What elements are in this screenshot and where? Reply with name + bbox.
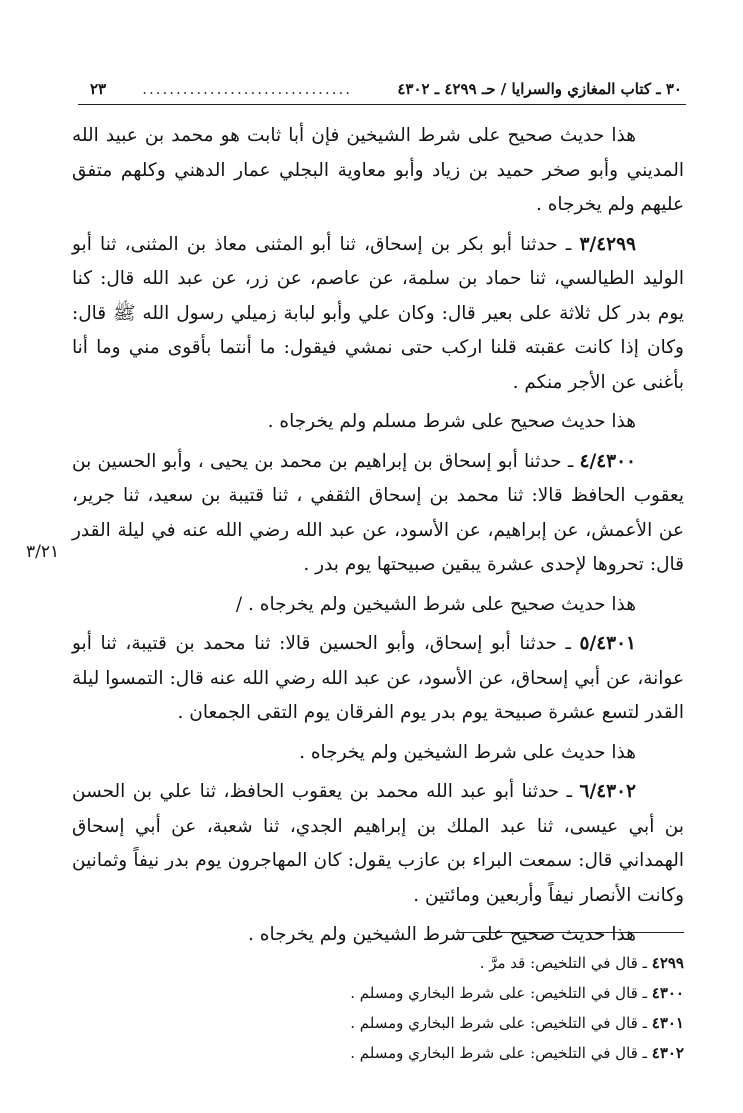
paragraph-text: ـ حدثنا أبو بكر بن إسحاق، ثنا أبو المثنى معاذ بن المثنى، ثنا أبو الوليد الطيالسي، ثنا حماد بن سلمة، عن عاصم، عن زر، عن عبد الله قال: كنا يوم بدر كل ثلاثة على بعير قال: وكان علي وأبو لبابة زميلي رسول الله ﷺ قال: وكان إذا كانت عقبته قلنا اركب حتى نمشي فيقول: ما أنتما بأقوى مني وما أنا بأغنى عن الأجر منكم . (72, 233, 684, 393)
footnote-text: ـ قال في التلخيص: على شرط البخاري ومسلم . (350, 1014, 652, 1032)
paragraph-text: ـ حدثنا أبو إسحاق، وأبو الحسين قالا: ثنا محمد بن قتيبة، ثنا أبو عوانة، عن أبي إسحاق، عن الأسود، عن عبد الله رضي الله عنه قال: التمسوا ليلة القدر لتسع عشرة صبيحة يوم بدر يوم الفرقان يوم التقى الجمعان . (72, 633, 684, 723)
verdict-paragraph (72, 736, 684, 771)
footnote-number: ٤٣٠٠ (651, 984, 684, 1002)
paragraph-text: هذا حديث صحيح على شرط الشيخين ولم يخرجاه . (248, 924, 636, 945)
header-leader-dots: ............................... (142, 80, 352, 98)
running-header (82, 76, 682, 102)
paragraph-text: ـ حدثنا أبو إسحاق بن إبراهيم بن محمد بن يحيى ، وأبو الحسين بن يعقوب الحافظ قالا: ثنا محمد بن إسحاق الثقفي ، ثنا قتيبة بن سعيد، ثنا جرير، عن الأعمش، عن إبراهيم، عن الأسود، عن عبد الله رضي الله عنه في ليلة القدر قال: تحروها لإحدى عشرة يبقين صبيحتها يوم بدر . (72, 450, 684, 575)
page-number: ٢٣ (90, 80, 107, 98)
footnote-number: ٤٣٠٢ (651, 1044, 684, 1062)
hadith-paragraph-4300 (72, 445, 684, 583)
footnote-number: ٤٢٩٩ (651, 954, 684, 972)
footnote-4299 (280, 948, 684, 978)
hadith-paragraph-4302 (72, 775, 684, 913)
paragraph-text: هذا حديث صحيح على شرط مسلم ولم يخرجاه . (267, 411, 636, 432)
hadith-number: ٦/٤٣٠٢ (579, 781, 636, 802)
footnote-text: ـ قال في التلخيص: قد مرَّ . (479, 954, 652, 972)
margin-page-reference: ٣/٢١ (26, 542, 60, 562)
header-rule (78, 104, 686, 105)
hadith-paragraph-4301 (72, 627, 684, 731)
hadith-paragraph-4299 (72, 228, 684, 401)
paragraph-text: هذا حديث صحيح على شرط الشيخين فإن أبا ثابت هو محمد بن عبيد الله المديني وأبو صخر حميد بن زياد وأبو معاوية البجلي عمار الدهني وكلهم متفق عليهم ولم يخرجاه . (72, 125, 684, 215)
verdict-paragraph (72, 588, 684, 623)
paragraph-text: هذا حديث صحيح على شرط الشيخين ولم يخرجاه . / (235, 593, 636, 615)
header-title: ٣٠ ـ كتاب المغازي والسرايا / حـ ٤٢٩٩ ـ ٤٣٠٢ (397, 80, 682, 98)
footnote-text: ـ قال في التلخيص: على شرط البخاري ومسلم . (350, 1044, 652, 1062)
footnote-4300 (280, 978, 684, 1008)
hadith-number: ٣/٤٢٩٩ (579, 233, 636, 255)
hadith-number: ٤/٤٣٠٠ (579, 450, 636, 472)
footnotes (280, 948, 684, 1068)
main-text (72, 119, 684, 953)
paragraph-text: ـ حدثنا أبو عبد الله محمد بن يعقوب الحافظ، ثنا علي بن الحسن بن أبي عيسى، ثنا عبد الملك بن إبراهيم الجدي، ثنا شعبة، عن أبي إسحاق الهمداني قال: سمعت البراء بن عازب يقول: كان المهاجرون يوم بدر نيفاً وثمانين وكانت الأنصار نيفاً وأربعين ومائتين . (72, 781, 684, 906)
verdict-paragraph (72, 119, 684, 223)
paragraph-text: هذا حديث على شرط الشيخين ولم يخرجاه . (299, 741, 636, 763)
footnote-4301 (280, 1008, 684, 1038)
footnote-text: ـ قال في التلخيص: على شرط البخاري ومسلم . (350, 984, 652, 1002)
footnote-4302 (280, 1038, 684, 1068)
hadith-number: ٥/٤٣٠١ (579, 633, 636, 654)
footnote-number: ٤٣٠١ (651, 1014, 684, 1032)
verdict-paragraph (72, 405, 684, 440)
footnote-rule (456, 932, 684, 933)
